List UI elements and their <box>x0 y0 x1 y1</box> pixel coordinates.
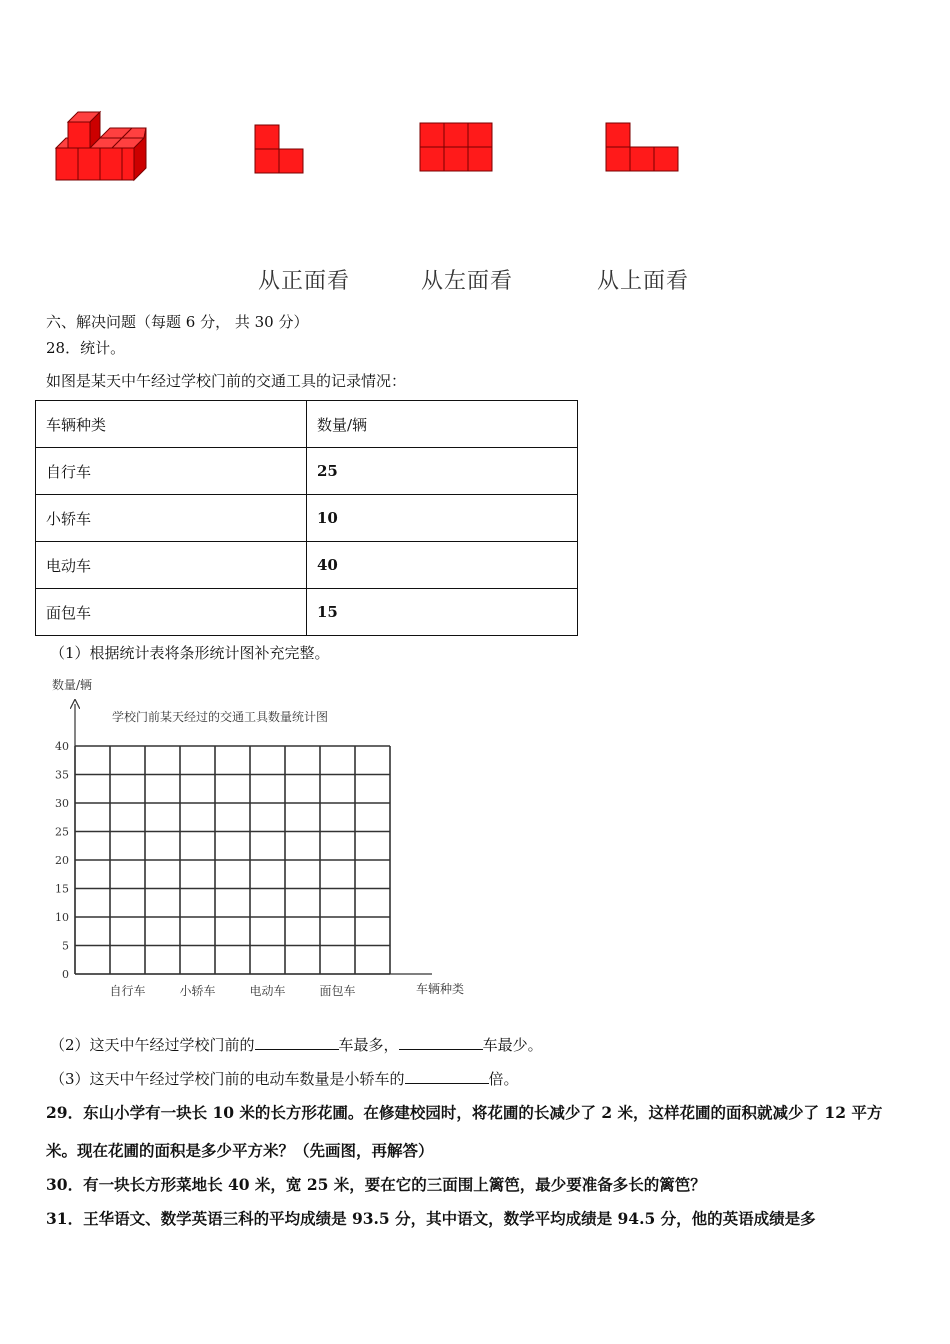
table-cell: 15 <box>307 589 578 636</box>
front-view-figure <box>254 124 306 176</box>
y-tick-label: 5 <box>62 939 69 953</box>
table-header-cell: 数量/辆 <box>307 401 578 448</box>
x-tick-label: 小轿车 <box>179 984 216 998</box>
top-view-figure <box>605 122 681 174</box>
x-tick-label: 面包车 <box>319 984 356 998</box>
y-tick-label: 0 <box>62 968 69 981</box>
sub2-text-b: 车最多， <box>338 1036 399 1054</box>
y-tick-label: 15 <box>55 882 69 896</box>
table-header-cell: 车辆种类 <box>36 401 307 448</box>
left-view-figure <box>419 122 495 174</box>
question-31-line1: 31．王华语文、数学英语三科的平均成绩是 93.5 分，其中语文，数学平均成绩是 94.5 分，他的英语成绩是多 <box>46 1209 816 1228</box>
question-29-line2: 米。现在花圃的面积是多少平方米？（先画图，再解答） <box>46 1141 434 1160</box>
table-cell: 电动车 <box>36 542 307 589</box>
chart-x-ticks <box>109 983 355 998</box>
y-tick-label: 35 <box>55 768 69 782</box>
chart-grid <box>75 704 432 974</box>
sub2-text-a: （2）这天中午经过学校门前的 <box>50 1036 255 1054</box>
vehicle-stats-table <box>35 400 578 636</box>
chart-y-axis-label: 数量/辆 <box>52 678 93 692</box>
table-cell: 自行车 <box>36 448 307 495</box>
left-view-label: 从左面看 <box>421 269 514 294</box>
table-row <box>36 495 578 542</box>
y-tick-label: 20 <box>55 854 69 867</box>
bar-chart <box>40 672 490 1002</box>
chart-title: 学校门前某天经过的交通工具数量统计图 <box>112 710 329 724</box>
sub3-text-b: 倍。 <box>488 1070 519 1088</box>
table-row <box>36 448 578 495</box>
y-tick-label: 10 <box>55 911 69 924</box>
table-cell: 25 <box>307 448 578 495</box>
sub2-text-c: 车最少。 <box>482 1036 543 1054</box>
front-view-label: 从正面看 <box>258 269 351 294</box>
y-tick-label: 25 <box>55 825 69 839</box>
y-tick-label: 40 <box>55 740 69 753</box>
answer-blank[interactable] <box>255 1035 339 1050</box>
answer-blank[interactable] <box>399 1035 483 1050</box>
table-cell: 小轿车 <box>36 495 307 542</box>
chart-y-ticks <box>55 740 69 981</box>
question-28-sub1: （1）根据统计表将条形统计图补充完整。 <box>50 644 330 662</box>
question-28-sub2 <box>50 1034 543 1055</box>
question-29-line1: 29．东山小学有一块长 10 米的长方形花圃。在修建校园时，将花圃的长减少了 2 米，这样花圃的面积就减少了 12 平方 <box>46 1103 883 1122</box>
answer-blank[interactable] <box>405 1069 489 1084</box>
cube-solid-figure <box>50 108 154 184</box>
table-row <box>36 589 578 636</box>
y-tick-label: 30 <box>55 797 69 810</box>
table-cell: 10 <box>307 495 578 542</box>
table-row <box>36 542 578 589</box>
question-30-line1: 30．有一块长方形菜地长 40 米，宽 25 米，要在它的三面围上篱笆，最少要准备多长的篱笆？ <box>46 1175 706 1194</box>
question-28-number: 28．统计。 <box>46 339 126 357</box>
question-28-intro: 如图是某天中午经过学校门前的交通工具的记录情况： <box>46 372 407 390</box>
x-tick-label: 自行车 <box>109 984 146 998</box>
sub3-text-a: （3）这天中午经过学校门前的电动车数量是小轿车的 <box>50 1070 405 1088</box>
table-header-row <box>36 401 578 448</box>
table-cell: 面包车 <box>36 589 307 636</box>
section-title: 六、解决问题（每题 6 分， 共 30 分） <box>46 313 309 331</box>
question-28-sub3 <box>50 1068 519 1089</box>
x-tick-label: 电动车 <box>249 984 286 998</box>
top-view-label: 从上面看 <box>597 269 690 294</box>
chart-x-axis-label: 车辆种类 <box>416 982 465 996</box>
table-cell: 40 <box>307 542 578 589</box>
